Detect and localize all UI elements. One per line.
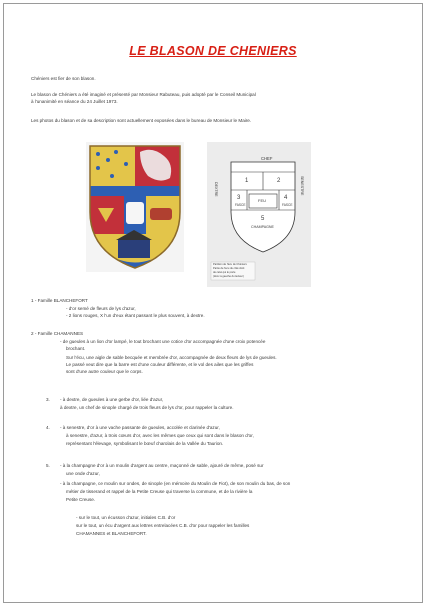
item-2-line-3: Sur l'écu, une aigle de sable becquée et membrée d'or, accompagnée de deux fleurs de lys de gueules. [66, 355, 277, 360]
item-1-line-1: - d'or semé de fleurs de lys d'azur, [66, 306, 136, 311]
schema-label-4: 4 [284, 195, 288, 201]
item-2-line-4: Le passé veut dire que la barre est d'une couleur différente, et le vol des ailes que les griffes [66, 362, 254, 367]
item-3-line-2: à dextre, un chef de sinople chargé de trois fleurs de lys d'or, pour rappeler la culture. [60, 405, 234, 410]
schema-caption-2: Partie de l'écu du côté droit [213, 267, 245, 270]
item-2-line-5: sont d'une autre couleur que le corps. [66, 369, 143, 374]
item-4-line-2: à senestre, d'azur, à trois cœurs d'or, avec les mêmes que ceux qui sont dans le blason d'or, [66, 433, 254, 438]
schema-label-1: 1 [245, 178, 249, 184]
schema-caption-1: Partition de l'écu de Chéniers [213, 263, 247, 266]
schema-caption-4: (donc à gauche du lecteur) [213, 275, 244, 278]
item-3-number: 3. [46, 397, 50, 402]
item-5-line-3: - à la champagne, ce moulin sur ondes, de sinople (en mémoire du Moulin de Fiot), de son moulin du bas, de son [60, 481, 291, 486]
item-4-number: 4. [46, 425, 50, 430]
schema-label-feu: FEU [258, 198, 266, 203]
schema-label-3: 3 [237, 195, 241, 201]
schema-label-5: 5 [261, 216, 265, 222]
item-2-heading: 2 - Famille CHAMANNES [31, 331, 84, 336]
item-5-line-2: une onde d'azur, [66, 471, 100, 476]
item-5-number: 5. [46, 463, 50, 468]
item-6-line-2: sur le tout, un écu d'argent aux lettres entrelacées C.B. d'or pour rappeler les familles [76, 523, 250, 528]
schema-label-champagne: CHAMPAGNE [251, 225, 274, 229]
item-4-line-1: - à senestre, d'or à une vache passante de gueules, accolée et clarinée d'azur, [60, 425, 220, 430]
intro-line-4: Les photos du blason et de sa description sont actuellement exposées dans le bureau de Monsieur le Maire. [31, 118, 252, 123]
item-5-line-5: Petite Creuse. [66, 497, 96, 502]
schema-label-2: 2 [277, 178, 281, 184]
schema-label-chef: CHEF [261, 156, 273, 161]
schema-label-dextre: DEXTRE [214, 182, 218, 197]
item-4-line-3: représentant l'élevage, symbolisant le bœuf charolais de la Vallée du Taurion. [66, 441, 224, 446]
item-6-line-3: CHAMANNES et BLANCHEFORT. [76, 531, 147, 536]
item-2-line-2: brochant. [66, 346, 86, 351]
item-5-line-1: - à la champagne d'or à un moulin d'argent au centre, maçonné de sable, ajouré de même, posé sur [60, 463, 264, 468]
item-5-line-4: métier de tisserand et rappel de la Petite Creuse qui traverse la commune, et de la rivière la [66, 489, 253, 494]
intro-line-2: Le blason de Chéniers a été imaginé et présenté par Monsieur Rabuteau, puis adopté par le Conseil Municipal [31, 92, 256, 97]
coat-of-arms-image [86, 142, 184, 272]
document-page [3, 3, 423, 603]
schema-label-senestre: SENESTRE [300, 176, 304, 196]
page-title: LE BLASON DE CHENIERS [129, 44, 297, 58]
shield-partition-diagram [207, 142, 311, 287]
item-2-line-1: - de gueules à un lion d'or lampé, le tout brochant une cotice d'or accompagnée d'une croix potencée [60, 339, 266, 344]
schema-label-fasce-right: FASCE [282, 203, 293, 207]
schema-label-fasce-left: FASCE [235, 203, 246, 207]
intro-line-3: à l'unanimité en séance du 24 Juillet 1973. [31, 99, 118, 104]
schema-caption-3: de celui qui le porte [213, 271, 236, 274]
intro-line-1: Chéniers est fier de son blason. [31, 76, 96, 81]
item-6-line-1: - sur le tout, un écusson d'azur, initiales C.B. d'or [76, 515, 176, 520]
item-1-line-2: - 2 lions rouges, X l'un d'eux étant passant le plus souvent, à dextre. [66, 313, 205, 318]
item-3-line-1: - à dextre, de gueules à une gerbe d'or, liée d'azur, [60, 397, 164, 402]
item-1-heading: 1 - Famille BLANCHEFORT [31, 298, 88, 303]
